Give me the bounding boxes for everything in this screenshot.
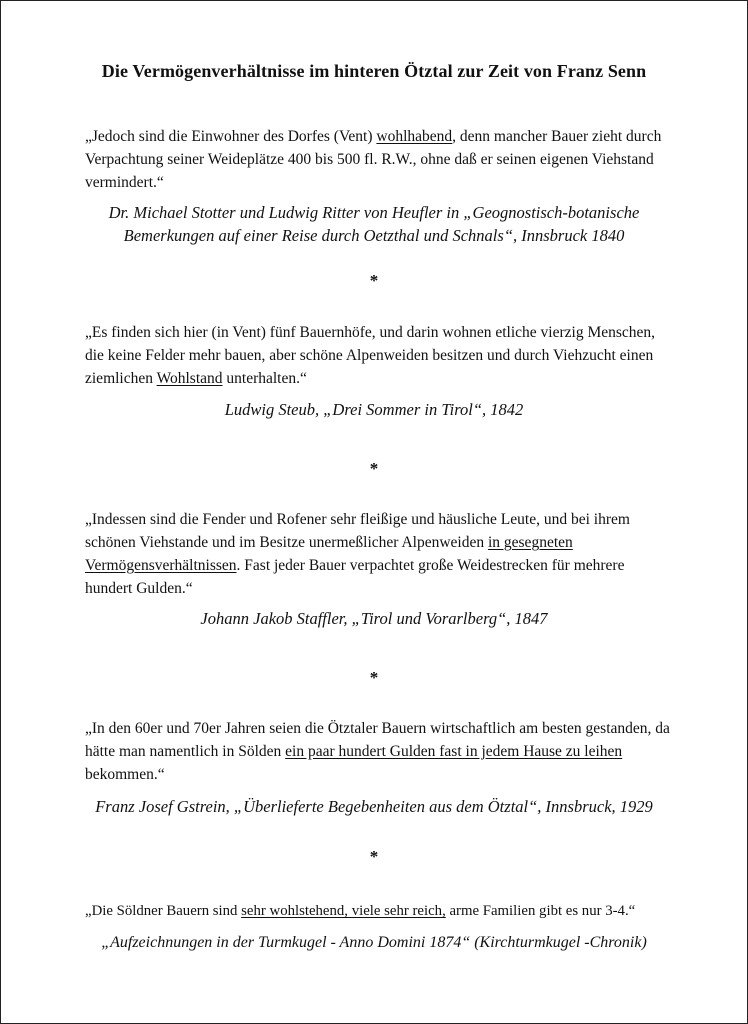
quote-run: arme Familien gibt es nur 3-4.“ <box>445 903 636 919</box>
quote-5-citation-line-1: „Aufzeichnungen in der Turmkugel - Anno Domini 1874“ (Kirchturmkugel -Chronik) <box>101 934 647 951</box>
quote-1-citation-line-1: Dr. Michael Stotter und Ludwig Ritter von Heufler in „Geognostisch-botanische <box>108 203 640 222</box>
quote-1-citation <box>51 201 697 247</box>
quote-3-text <box>85 508 675 600</box>
quote-5-citation <box>31 931 717 954</box>
underlined-phrase: sehr wohlstehend, viele sehr reich, <box>241 903 446 919</box>
quote-run: . Fast jeder Bauer verpachtet große Weidestrecken für mehrere hundert Gulden.“ <box>85 557 625 597</box>
quote-run: „Indessen sind die Fender und Rofener sehr fleißige und häusliche Leute, und bei ihrem schönen Viehstande und im Besitze unermeßlicher Alpenweiden <box>85 511 630 551</box>
quote-2-citation <box>51 398 697 421</box>
separator-4: * <box>369 847 379 866</box>
quote-run: „In den 60er und 70er Jahren seien die Ötztaler Bauern wirtschaftlich am besten gestanden, da hätte man namentlich in Sölden <box>85 720 670 760</box>
separator-1: * <box>369 271 379 290</box>
quote-1-text <box>85 125 675 194</box>
quote-2-text <box>85 321 675 390</box>
quote-1-citation-line-2: Bemerkungen auf einer Reise durch Oetzthal und Schnals“, Innsbruck 1840 <box>123 226 625 245</box>
separator-3: * <box>369 668 379 687</box>
quote-4-citation <box>51 795 697 818</box>
quote-3-citation <box>51 607 697 630</box>
quote-run: unterhalten.“ <box>222 370 307 387</box>
underlined-phrase: ein paar hundert Gulden fast in jedem Hause zu leihen <box>285 743 623 760</box>
quote-2-citation-line-1: Ludwig Steub, „Drei Sommer in Tirol“, 1842 <box>224 400 524 419</box>
quote-run: bekommen.“ <box>85 766 165 783</box>
quote-run: „Die Söldner Bauern sind <box>85 903 242 919</box>
quote-4-citation-line-1: Franz Josef Gstrein, „Überlieferte Begebenheiten aus dem Ötztal“, Innsbruck, 1929 <box>95 797 653 816</box>
page-title: Die Vermögenverhältnisse im hinteren Ötztal zur Zeit von Franz Senn <box>101 61 647 81</box>
quote-4-text <box>85 717 675 786</box>
underlined-phrase: wohlhabend <box>376 128 453 145</box>
quote-run: , denn mancher Bauer zieht durch Verpachtung seiner Weideplätze 400 bis 500 fl. R.W., ohne daß er seinen eigenen Viehstand vermindert.“ <box>85 128 662 191</box>
quote-run: „Es finden sich hier (in Vent) fünf Bauernhöfe, und darin wohnen etliche vierzig Menschen, die keine Felder mehr bauen, aber schöne Alpenweiden besitzen und durch Viehzucht einen ziemlichen <box>85 324 656 387</box>
quote-5-text <box>85 900 675 923</box>
underlined-phrase: in gesegneten Vermögensverhältnissen <box>85 534 573 574</box>
underlined-phrase: Wohlstand <box>156 370 223 387</box>
quote-run: „Jedoch sind die Einwohner des Dorfes (Vent) <box>85 128 377 145</box>
separator-2: * <box>369 459 379 478</box>
quote-3-citation-line-1: Johann Jakob Staffler, „Tirol und Vorarlberg“, 1847 <box>200 609 548 628</box>
